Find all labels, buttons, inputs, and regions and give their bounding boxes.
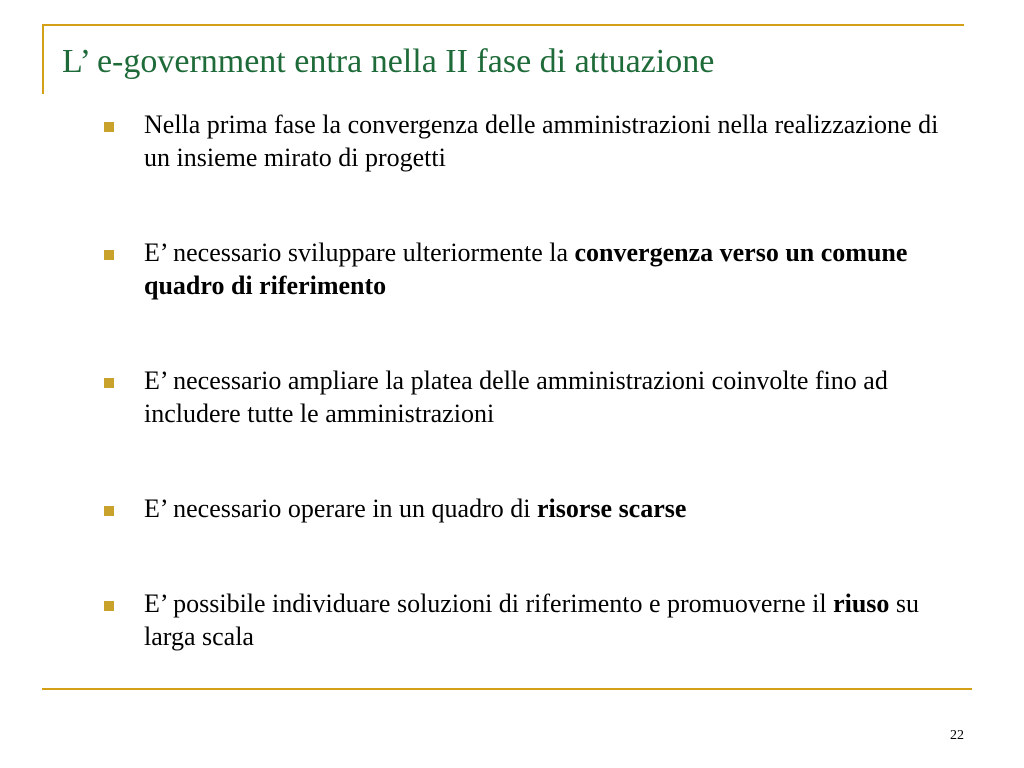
bullet-item-4 [104,492,964,525]
text-run: Nella prima fase la convergenza delle amministrazioni nella realizzazione di un insieme mirato di progetti [144,110,939,172]
page-number: 22 [950,728,964,743]
bullet-item-3 [104,364,964,430]
bold-text-run: riuso [833,589,890,618]
slide-title: L’ e-government entra nella II fase di attuazione [62,43,715,80]
square-bullet-icon [104,250,114,260]
bullet-item-1 [104,108,964,174]
square-bullet-icon [104,601,114,611]
bold-text-run: convergenza verso un comune quadro di riferimento [144,238,908,300]
bold-text-run: risorse scarse [536,494,687,523]
footer-rule [42,688,972,690]
frame-top-rule [42,24,964,26]
bullet-text [144,238,907,300]
text-run: E’ necessario ampliare la platea delle amministrazioni coinvolte fino ad includere tutte le amministrazioni [144,366,888,428]
bullet-list [104,108,964,653]
bullet-text [144,494,686,523]
text-run: E’ necessario operare in un quadro di [144,494,537,523]
text-run: E’ necessario sviluppare ulteriormente la [144,238,575,267]
bullet-item-5 [104,587,964,653]
text-run: E’ possibile individuare soluzioni di riferimento e promuoverne il [144,589,834,618]
bullet-item-2 [104,236,964,302]
square-bullet-icon [104,122,114,132]
text-run: su larga scala [144,589,920,651]
frame-left-rule [42,24,44,94]
bullet-text [144,366,888,428]
square-bullet-icon [104,506,114,516]
bullet-text [144,589,919,651]
square-bullet-icon [104,378,114,388]
bullet-text [144,110,938,172]
